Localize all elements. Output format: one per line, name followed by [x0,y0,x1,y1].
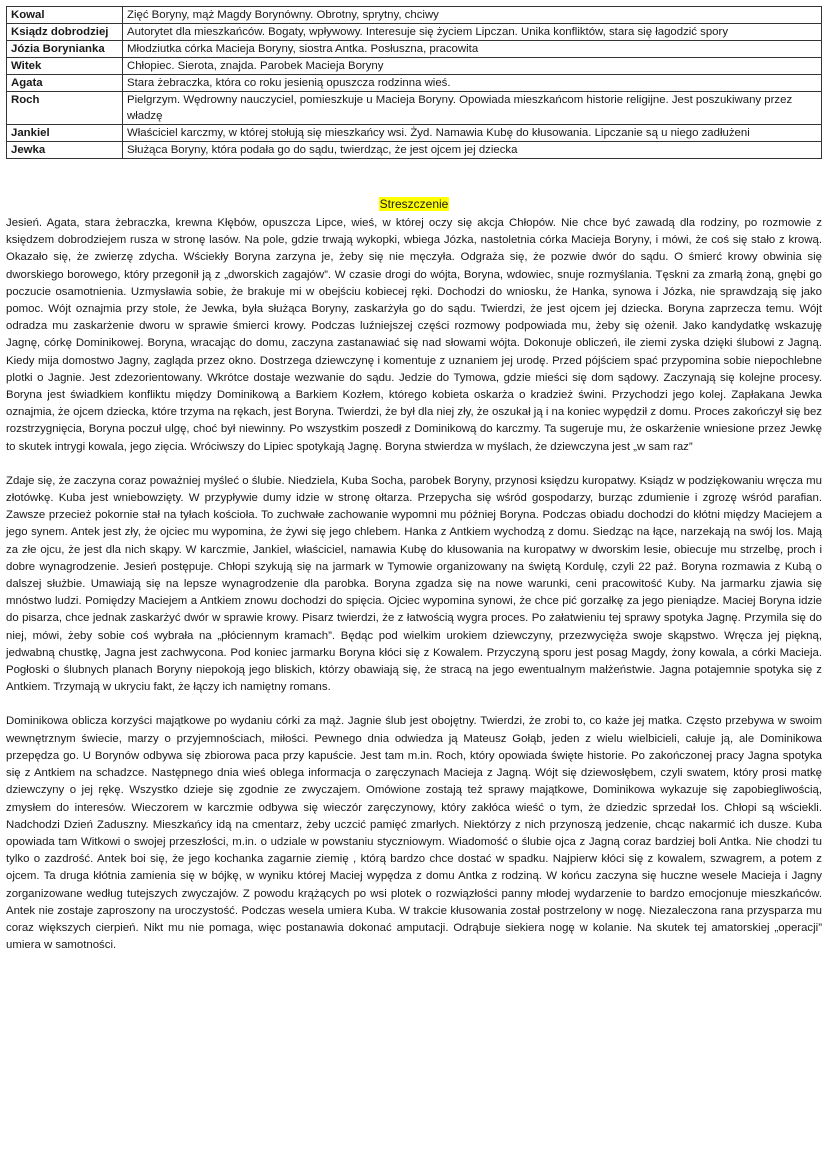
table-row [7,7,822,24]
character-name: Józia Borynianka [7,41,123,58]
summary-paragraph: Zdaje się, że zaczyna coraz poważniej myśleć o ślubie. Niedziela, Kuba Socha, parobek Boryny, przynosi księdzu kuropatwy. Ksiądz w podziękowaniu wręcza mu złotówkę. Kuba jest wniebowzięty. W przypływie dumy idzie w stronę ołtarza. Przepycha się wśród gospodarzy, burząc zdumienie i zgrozę wśród parafian. Zawsze przecież pokornie stał na tyłach kościoła. To zuchwałe zachowanie wypomni mu później Boryna. Podczas obiadu dochodzi do kłótni między Maciejem a jego synem. Antek jest zły, że ojciec mu wypomina, że żywi się jego chlebem. Hanka z Antkiem wychodzą z domu. Siedząc na łące, narzekają na swój los. Mają za złe ojcu, że jest dla nich skąpy. W karczmie, Jankiel, właściciel, namawia Kubę do kłusowania na kuropatwy w dworskim lesie, obiecuje mu strzelbę, proch i dobre wynagrodzenie. Jesień postępuje. Chłopi szykują się na jarmark w Tymowie organizowany na świętą Kordulę, czyli 22 paź. Boryna rozmawia z Kubą o dalszej służbie. Umawiają się na lepsze wynagrodzenie dla parobka. Boryna zgadza się na nowe warunki, ceni pracowitość Kuby. Na jarmarku zjawia się mnóstwo ludzi. Pomiędzy Maciejem a Antkiem znowu dochodzi do spięcia. Ojciec wypomina synowi, że chce pić gorzałkę za jego pieniądze. Maciej Boryna idzie do pisarza, chce jednak zaskarżyć dwór w sprawie krowy. Pisarz twierdzi, że z łatwością wygra proces. Po załatwieniu tej sprawy spotyka Jagnę. Przymila się do niej, mówi, żeby sobie coś wybrała na „płóciennym kramach”. Będąc pod wielkim urokiem dziewczyny, przezwycięża swoje skąpstwo. Wręcza jej piękną, jedwabną chustkę, Jagna jest zachwycona. Pod koniec jarmarku Boryna kłóci się z Kowalem. Przyczyną sporu jest posag Magdy, żony kowala, a córki Macieja. Pogłoski o ślubnych planach Boryny niepokoją jego bliskich, którzy obawiają się, że stracą na jego ewentualnym małżeństwie. Jagna potajemnie spotyka się z Antkiem. Trzymają w ukryciu fakt, że łączy ich namiętny romans. [6,474,822,694]
character-name: Jankiel [7,125,123,142]
summary-paragraph: Jesień. Agata, stara żebraczka, krewna Kłębów, opuszcza Lipce, wieś, w której oczy się akcja Chłopów. Nie chce być zawadą dla rodziny, po rozmowie z księdzem dobrodziejem rusza w stronę lasów. Na pole, gdzie trwają wykopki, wbiega Józka, nastoletnia córka Macieja Boryny, i mówi, że coś się stało z krową. Okazało się, że zwierzę zdycha. Wściekły Boryna zarzyna je, żeby się nie męczyła. Odgraża się, że pozwie dwór do sądu. O śmierć krowy obwinia się dworskiego borowego, który przegonił ją z „dworskich zagajów”. W czasie drogi do wójta, Boryna, wdowiec, snuje rozmyślania. Tęskni za zmarłą żoną, gnębi go poczucie osamotnienia. Uzmysławia sobie, że brakuje mi w obejściu kobiecej ręki. Dochodzi do wniosku, że Hanka, synowa i Józka, nie sprawdzają się jako pomoc. Wójt oznajmia przy stole, że Jewka, była służąca Boryny, zaskarżyła go do sądu. Twierdzi, że jest ojcem jej dziecka. Boryna zaprzecza temu. Wójt odradza mu zaskarżenie dworu w sprawie śmierci krowy. Podczas luźniejszej części rozmowy podpowiada mu, żeby się ożenił. Jako kandydatkę wskazuję Jagnę, córkę Dominikowej. Boryna, wracając do domu, zaczyna zastanawiać się nad słowami wójta. Dokonuje obliczeń, ile ziemi zyska dzięki ślubowi z Jagną. Kiedy mija domostwo Jagny, zagląda przez okno. Dostrzega dziewczynę i komentuje z uznaniem jej urodę. Przed pójściem spać przypomina sobie niepochlebne plotki o Jagnie. Jest zdezorientowany. Wkrótce dostaje wezwanie do sądu. Jedzie do Tymowa, gdzie mieści się dom sądowy. Zaczynają się kolejne procesy. Boryna jest świadkiem konfliktu między Dominikową a Barkiem Kozłem, którego kobieta oskarża o kradzież świni. Przychodzi jego kolej. Zapłakana Jewka oznajmia, że ojcem dziecka, które trzyma na rękach, jest Boryna. Twierdzi, że był dla niej zły, że oszukał ją i na koniec wypędził z domu. Proces zakończył się bez rozstrzygnięcia, Boryna poczuł ulgę, choć był niewinny. Po wszystkim poszedł z Dominikową do karczmy. Ta sugeruje mu, że oskarżenie wniesione przez Jewkę to skutek intrygi kowala, jego zięcia. Wróciwszy do Lipiec spotykają Jagnę. Boryna stwierdza w myślach, że dziewczyna jest „w sam raz” [6,217,822,453]
character-description: Służąca Boryny, która podała go do sądu, twierdząc, że jest ojcem jej dziecka [123,142,822,159]
character-description: Autorytet dla mieszkańców. Bogaty, wpływowy. Interesuje się życiem Lipczan. Unika konfliktów, stara się łagodzić spory [123,24,822,41]
table-row [7,58,822,75]
table-row [7,125,822,142]
character-name: Roch [7,92,123,125]
characters-table [6,6,822,159]
table-row [7,24,822,41]
character-description: Chłopiec. Sierota, znajda. Parobek Macieja Boryny [123,58,822,75]
character-name: Agata [7,75,123,92]
summary-title: Streszczenie [379,197,449,211]
summary-body [6,215,822,954]
table-row [7,75,822,92]
character-name: Jewka [7,142,123,159]
document-page [6,6,822,954]
summary-heading [6,195,822,211]
character-description: Właściciel karczmy, w której stołują się mieszkańcy wsi. Żyd. Namawia Kubę do kłusowania. Lipczanie są u niego zadłużeni [123,125,822,142]
character-name: Ksiądz dobrodziej [7,24,123,41]
table-row [7,41,822,58]
characters-table-body [7,7,822,159]
table-row [7,92,822,125]
character-description: Zięć Boryny, mąż Magdy Borynówny. Obrotny, sprytny, chciwy [123,7,822,24]
character-name: Witek [7,58,123,75]
character-description: Stara żebraczka, która co roku jesienią opuszcza rodzinna wieś. [123,75,822,92]
character-name: Kowal [7,7,123,24]
character-description: Młodziutka córka Macieja Boryny, siostra Antka. Posłuszna, pracowita [123,41,822,58]
summary-paragraph: Dominikowa oblicza korzyści majątkowe po wydaniu córki za mąż. Jagnie ślub jest obojętny. Twierdzi, że zrobi to, co każe jej matka. Często przebywa w swoim wewnętrznym świecie, marzy o przyjemnościach, miłości. Pewnego dnia odwiedza ją Mateusz Gołąb, jeden z wielu wielbicieli, całuje ją, ale Dominikowa przepędza go. U Borynów odbywa się zbiorowa paca przy kapuście. Jest tam m.in. Roch, który opowiada święte historie. Po zakończonej pracy Jagna spotyka się z Antkiem na schadzce. Następnego dnia wieś oblega informacja o zaręczynach Macieja z Jagną. Wójt się dziewosłębem, czyli swatem, który prosi matkę dziewczyny o jej rękę. Wszystko dzieje się zgodnie ze zwyczajem. Omówione zostają też sprawy majątkowe, Dominikowa wykazuje się zapobiegliwością, zmysłem do interesów. Wieczorem w karczmie odbywa się wieczór zaręczynowy, który zakłóca wieść o tym, że dziedzic sprzedał los. Chłopi są wściekli. Nadchodzi Dzień Zaduszny. Mieszkańcy idą na cmentarz, żeby uczcić pamięć zmarłych. Niektórzy z nich przynoszą jedzenie, chcąc nakarmić ich dusze. Kuba opowiada tam Witkowi o swojej przeszłości, m.in. o udziale w powstaniu styczniowym. Wiadomość o ślubie ojca z Jagną coraz bardziej boli Antka. Nie chodzi tu tylko o zazdrość. Antek boi się, że jego kochanka zagarnie ziemię , którą bardzo chce dostać w spadku. Najpierw kłóci się z kowalem, szwagrem, a potem z ojcem. Ta druga kłótnia zamienia się w bójkę, w wyniku której Maciej wypędza z domu Antka z rodziną. W końcu zaczyna się huczne wesele Macieja i Jagny zorganizowane według tutejszych zwyczajów. Z powodu krążących po wsi plotek o rozwiązłości panny młodej wydarzenie to bardzo emocjonuje mieszkańców. Antek nie zostaje zaproszony na uroczystość. Podczas wesela umiera Kuba. W trakcie kłusowania został postrzelony w nogę. Niezaleczona rana przysparza mu coraz większych cierpień. Nikt mu nie pomaga, więc postanawia dokonać amputacji. Odrąbuje siekiera nogę w kolanie. Na skutek tej amatorskiej „operacji” umiera w samotności. [6,715,822,952]
table-row [7,142,822,159]
character-description: Pielgrzym. Wędrowny nauczyciel, pomieszkuje u Macieja Boryny. Opowiada mieszkańcom historie religijne. Jest poszukiwany przez władzę [123,92,822,125]
